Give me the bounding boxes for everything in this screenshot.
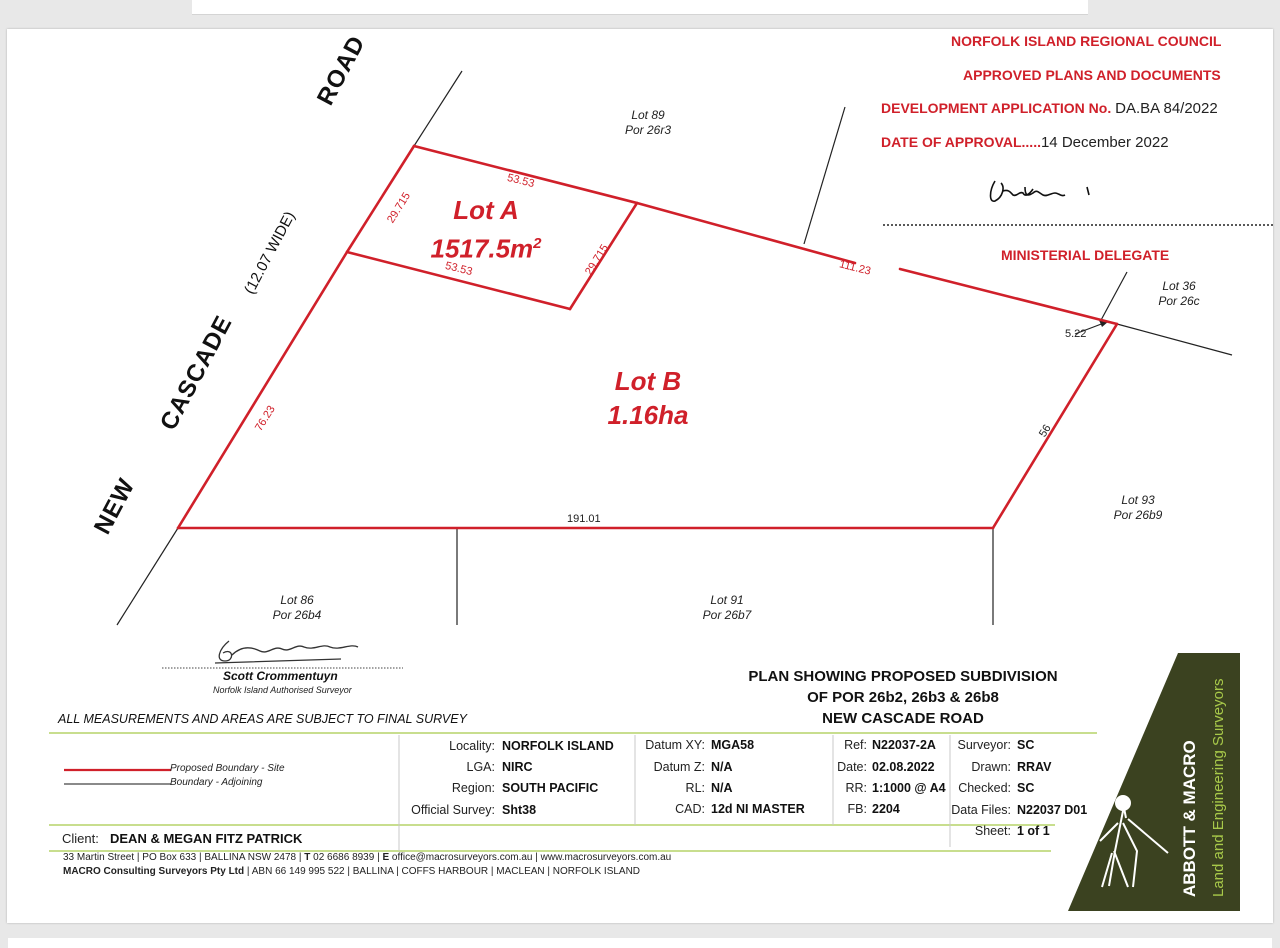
- dim-bottom: 191.01: [567, 513, 601, 525]
- abbott-macro-logo: [1068, 653, 1240, 911]
- logo-company-name: ABBOTT & MACRO: [1180, 740, 1199, 897]
- data-files-label: Data Files:: [951, 803, 1011, 817]
- plan-title-line-2: OF POR 26b2, 26b3 & 26b8: [807, 689, 999, 706]
- dim-lot-a-bottom: 53.53: [443, 259, 474, 279]
- lot-89-portion: Por 26r3: [624, 123, 672, 137]
- lot-86-name: Lot 86: [280, 593, 314, 607]
- footer-email-prefix: E: [382, 852, 390, 863]
- datum-xy-label: Datum XY:: [645, 738, 705, 752]
- footer-company-name: MACRO Consulting Surveyors Pty Ltd: [63, 866, 245, 877]
- lot-b-area: 1.16ha: [607, 400, 689, 430]
- region-label: Region:: [451, 781, 495, 795]
- dim-lot-a-top: 53.53: [505, 171, 536, 191]
- road-boundary-upper: [414, 71, 462, 146]
- date-label: DATE OF APPROVAL.....: [881, 134, 1041, 150]
- data-files-value: N22037 D01: [1017, 803, 1088, 817]
- dim-right-side: 56: [1037, 422, 1054, 440]
- datum-xy-value: MGA58: [711, 738, 755, 752]
- footer-address: 33 Martin Street | PO Box 633 | BALLINA NSW 2478 |: [63, 852, 305, 863]
- dim-left-side: 76.23: [253, 403, 278, 434]
- lot-b-name: Lot B: [614, 366, 682, 396]
- footer-phone: 02 6686 8939 |: [310, 852, 383, 863]
- client-label: Client:: [62, 831, 99, 846]
- lot-a-area-value: 1517.5m: [430, 233, 534, 264]
- lot36-boundary-a: [1117, 324, 1232, 355]
- lga-label: LGA:: [466, 760, 495, 774]
- cad-label: CAD:: [675, 802, 705, 816]
- ref-label: Ref:: [844, 738, 867, 752]
- survey-plan-sheet: [7, 29, 1273, 923]
- lot-b-right-boundary: [993, 324, 1117, 528]
- lot-86-portion: Por 26b4: [272, 608, 322, 622]
- lot-a-area-unit-exponent: 2: [533, 235, 542, 252]
- datum-z-value: N/A: [711, 760, 733, 774]
- ministerial-delegate: MINISTERIAL DELEGATE: [1001, 247, 1170, 263]
- legend-proposed: Proposed Boundary - Site: [170, 763, 285, 774]
- road-label-cascade: CASCADE: [155, 311, 238, 435]
- lot-89-label: [613, 108, 683, 138]
- locality-label: Locality:: [449, 739, 495, 753]
- lot-36-name: Lot 36: [1162, 279, 1196, 293]
- rr-value: 1:1000 @ A4: [872, 781, 946, 795]
- sheet-value: 1 of 1: [1017, 824, 1050, 838]
- checked-value: SC: [1017, 781, 1035, 795]
- da-label: DEVELOPMENT APPLICATION No.: [881, 100, 1112, 116]
- lot-91-name: Lot 91: [710, 593, 744, 607]
- cad-value: 12d NI MASTER: [711, 802, 805, 816]
- legend-adjoining: Boundary - Adjoining: [170, 777, 263, 788]
- dim-lot-a-right: 29.715: [583, 242, 612, 278]
- council-name: NORFOLK ISLAND REGIONAL COUNCIL: [951, 33, 1222, 49]
- road-boundary-lower: [117, 528, 178, 625]
- lot-a-name: Lot A: [453, 195, 519, 225]
- official-survey-value: Sht38: [502, 803, 537, 817]
- logo-tagline: Land and Engineering Surveyors: [1210, 678, 1227, 897]
- rr-label: RR:: [845, 781, 867, 795]
- plan-title: [743, 666, 1063, 729]
- fb-value: 2204: [872, 802, 900, 816]
- lot-89-name: Lot 89: [631, 108, 665, 122]
- road-label-road: ROAD: [312, 31, 371, 110]
- lot-93-label: [1101, 493, 1175, 523]
- surveyor-name: Scott Crommentuyn: [223, 669, 338, 683]
- da-number: DA.BA 84/2022: [1115, 100, 1218, 117]
- lot-91-portion: Por 26b7: [702, 608, 752, 622]
- date-value: 02.08.2022: [872, 760, 935, 774]
- sheet-label: Sheet:: [974, 824, 1011, 838]
- locality-value: NORFOLK ISLAND: [502, 739, 614, 753]
- datum-z-label: Datum Z:: [653, 760, 705, 774]
- surveyor-value: SC: [1017, 738, 1035, 752]
- lot-86-label: [261, 593, 333, 623]
- footer-email-web: office@macrosurveyors.com.au | www.macrosurveyors.com.au: [389, 852, 672, 863]
- fb-label: FB:: [847, 802, 867, 816]
- plan-title-line-1: PLAN SHOWING PROPOSED SUBDIVISION: [748, 668, 1058, 685]
- rl-value: N/A: [711, 781, 733, 795]
- lot-93-name: Lot 93: [1121, 493, 1155, 507]
- road-label-new: NEW: [89, 473, 141, 539]
- lot-b-top-boundary-2: [900, 269, 1117, 324]
- footer-phone-prefix: T: [304, 852, 311, 863]
- dim-corner: 5.22: [1065, 328, 1087, 340]
- road-width: (12.07 WIDE): [241, 208, 299, 297]
- development-application: [881, 100, 1218, 117]
- dim-top-run: 111.23: [838, 258, 872, 278]
- footer-company: [63, 866, 640, 877]
- approval-signature: [991, 181, 1090, 201]
- drawn-value: RRAV: [1017, 760, 1052, 774]
- plan-title-line-3: NEW CASCADE ROAD: [822, 710, 984, 727]
- previous-page-edge: [192, 0, 1088, 15]
- lot-a-area: [411, 227, 561, 266]
- rl-label: RL:: [685, 781, 705, 795]
- lot-a-label: [411, 193, 561, 266]
- lot-b-label: [573, 364, 723, 432]
- date-value: 14 December 2022: [1040, 134, 1169, 151]
- surveyor-role: Norfolk Island Authorised Surveyor: [213, 685, 352, 695]
- client-name: DEAN & MEGAN FITZ PATRICK: [110, 831, 303, 846]
- dim-lot-a-left: 29.715: [385, 190, 414, 226]
- lga-value: NIRC: [502, 760, 533, 774]
- region-value: SOUTH PACIFIC: [502, 781, 599, 795]
- surveyor-signature: [215, 641, 358, 663]
- drawn-label: Drawn:: [971, 760, 1011, 774]
- surveyor-label: Surveyor:: [957, 738, 1011, 752]
- ref-value: N22037-2A: [872, 738, 936, 752]
- footer-contact: [63, 852, 671, 863]
- lot-36-portion: Por 26c: [1158, 294, 1200, 308]
- official-survey-label: Official Survey:: [411, 803, 495, 817]
- approval-date: [881, 134, 1169, 151]
- final-survey-note: ALL MEASUREMENTS AND AREAS ARE SUBJECT TO FINAL SURVEY: [58, 712, 467, 726]
- lot-36-label: [1144, 279, 1214, 309]
- footer-company-details: | ABN 66 149 995 522 | BALLINA | COFFS HARBOUR | MACLEAN | NORFOLK ISLAND: [244, 866, 641, 877]
- approved-plans-text: APPROVED PLANS AND DOCUMENTS: [963, 67, 1221, 83]
- lot89-boundary: [804, 107, 845, 244]
- lot-b-top-boundary-1: [637, 203, 855, 263]
- checked-label: Checked:: [958, 781, 1011, 795]
- lot36-boundary-b: [1100, 272, 1127, 322]
- lot-93-portion: Por 26b9: [1113, 508, 1163, 522]
- lot-91-label: [691, 593, 763, 623]
- date-label: Date:: [837, 760, 867, 774]
- next-page-edge: [8, 938, 1272, 948]
